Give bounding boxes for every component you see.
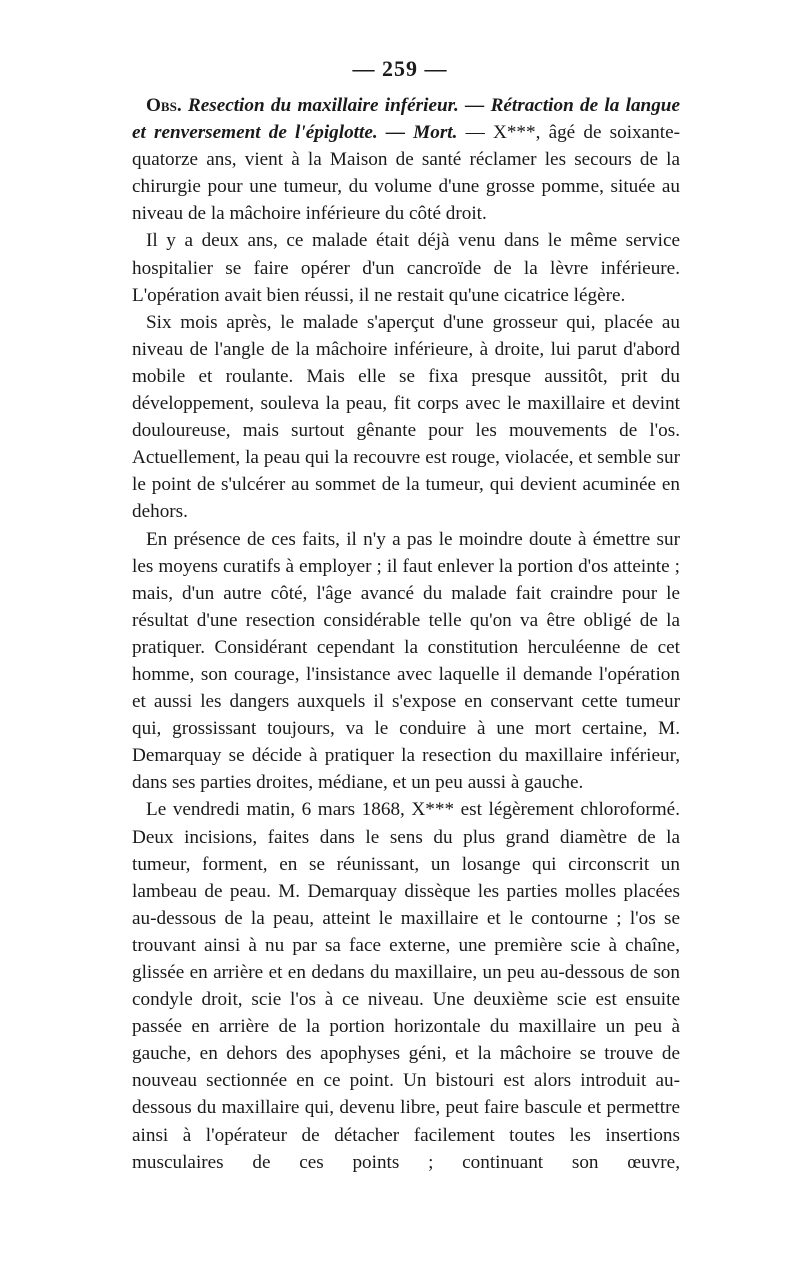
paragraph: Le vendredi matin, 6 mars 1868, X*** est légèrement chloroformé. Deux incisions, faites dans le sens du plus grand diamètre de la tumeur, forment, en se réunissant, un losange qui circonscrit un lambeau de peau. M. Demarquay dissèque les parties molles placées au-dessous de la peau, atteint le maxillaire et le contourne ; l'os se trouvant ainsi à nu par sa face externe, une première scie à chaîne, glissée en arrière et en dedans du maxillaire, un peu au-dessous de son condyle droit, scie l'os à ce niveau. Une deuxième scie est ensuite passée en arrière de la portion horizontale du maxillaire un peu à gauche, en dehors des apophyses géni, et la mâchoire se trouve de nouveau sectionnée en ce point. Un bistouri est alors introduit au-dessous du maxillaire qui, devenu libre, peut faire bascule et permettre ainsi à l'opérateur de détacher facilement toutes les insertions musculaires de ces points ; continuant son œuvre, bbox=[132, 799, 680, 1173]
page-number: — 259 — bbox=[352, 56, 448, 81]
page-text bbox=[132, 92, 680, 1176]
obs-title: Resection du maxillaire inférieur. — Rétraction de la langue et renversement de l'épiglotte. — Mort. bbox=[132, 95, 680, 144]
obs-label: Obs. bbox=[146, 95, 182, 116]
obs-body: — X***, âgé de soixante-quatorze ans, vient à la Maison de santé réclamer les secours de la chirurgie pour une tumeur, du volume d'une grosse pomme, située au niveau de la mâchoire inférieure du côté droit. bbox=[132, 122, 680, 225]
paragraph: Six mois après, le malade s'aperçut d'une grosseur qui, placée au niveau de l'angle de la mâchoire inférieure, à droite, lui parut d'abord mobile et roulante. Mais elle se fixa presque aussitôt, prit du développement, souleva la peau, fit corps avec le maxillaire et devint douloureuse, mais surtout gênante pour les mouvements de l'os. Actuellement, la peau qui la recouvre est rouge, violacée, et semble sur le point de s'ulcérer au sommet de la tumeur, qui devient acuminée en dehors. bbox=[132, 311, 680, 523]
paragraph: Il y a deux ans, ce malade était déjà venu dans le même service hospitalier se faire opérer d'un cancroïde de la lèvre inférieure. L'opération avait bien réussi, il ne restait qu'une cicatrice légère. bbox=[132, 230, 680, 306]
paragraph-observation bbox=[132, 92, 680, 227]
paragraph: En présence de ces faits, il n'y a pas le moindre doute à émettre sur les moyens curatifs à employer ; il faut enlever la portion d'os atteinte ; mais, d'un autre côté, l'âge avancé du malade fait craindre pour le résultat d'une resection considérable telle qu'on va être obligé de la pratiquer. Considérant cependant la constitution herculéenne de cet homme, son courage, l'insistance avec laquelle il demande l'opération et aussi les dangers auxquels il s'expose en conservant cette tumeur qui, grossissant toujours, va le conduire à une mort certaine, M. Demarquay se décide à pratiquer la resection du maxillaire inférieur, dans ses parties droites, médiane, et un peu aussi à gauche. bbox=[132, 528, 680, 794]
